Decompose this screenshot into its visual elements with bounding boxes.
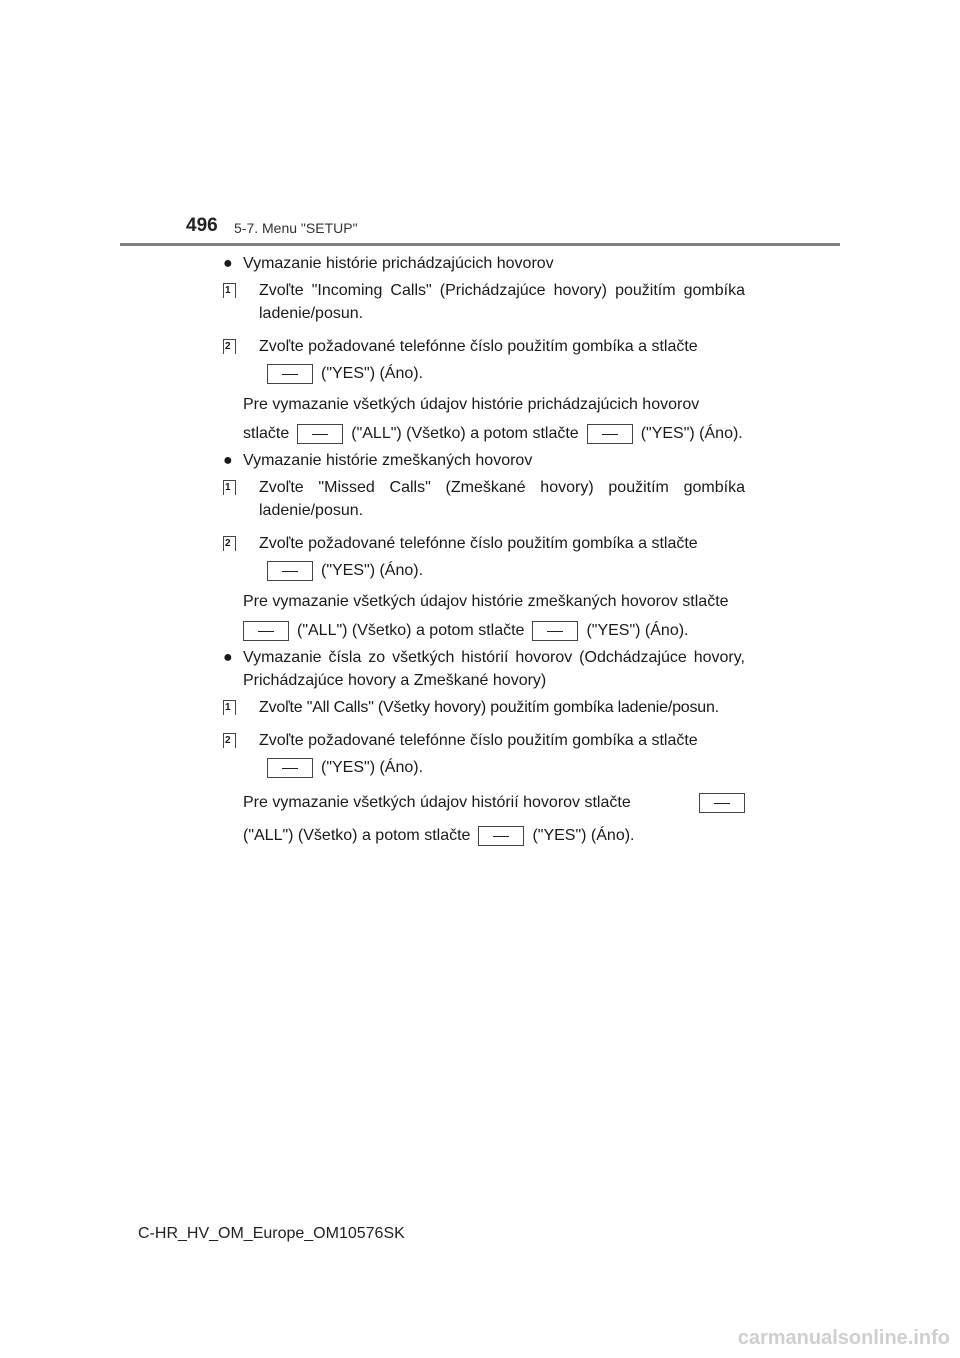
key-button-icon — [267, 561, 313, 581]
step-text: Zvoľte "All Calls" (Všetky hovory) použitím gombíka ladenie/posun. — [259, 699, 719, 716]
watermark[interactable]: carmanualsonline.info — [737, 1327, 950, 1349]
key-button-icon — [243, 621, 289, 641]
footer-doc-code: C-HR_HV_OM_Europe_OM10576SK — [138, 1225, 405, 1242]
delete-all-text: Pre vymazanie všetkých údajov histórie zmeškaných hovorov stlačte — [243, 593, 729, 610]
step-button-text: ("YES") (Áno). — [321, 562, 424, 579]
step-text: Zvoľte "Missed Calls" (Zmeškané hovory) použitím gombíka ladenie/posun. — [259, 479, 745, 519]
step-number-icon: 1 — [223, 700, 236, 715]
step-number-icon: 2 — [223, 733, 236, 748]
step-text: Zvoľte požadované telefónne číslo použitím gombíka a stlačte — [259, 732, 698, 749]
section-heading: Vymazanie histórie prichádzajúcich hovorov — [243, 255, 554, 272]
key-button-icon — [699, 793, 745, 813]
delete-all-end: ("YES") (Áno). — [532, 827, 635, 844]
bullet-icon: ● — [223, 255, 233, 272]
step-number-icon: 1 — [223, 480, 236, 495]
step-text: Zvoľte požadované telefónne číslo použitím gombíka a stlačte — [259, 338, 698, 355]
bullet-icon: ● — [223, 452, 233, 469]
section-title: 5-7. Menu "SETUP" — [234, 220, 358, 236]
step-number-icon: 1 — [223, 283, 236, 298]
key-button-icon — [587, 424, 633, 444]
step-button-text: ("YES") (Áno). — [321, 365, 424, 382]
step-button-text: ("YES") (Áno). — [321, 759, 424, 776]
delete-all-mid: ("ALL") (Všetko) a potom stlačte — [243, 827, 471, 844]
step-text: Zvoľte "Incoming Calls" (Prichádzajúce hovory) použitím gombíka ladenie/posun. — [259, 282, 745, 322]
delete-all-text: Pre vymazanie všetkých údajov histórie prichádzajúcich hovorov — [243, 396, 700, 413]
key-button-icon — [532, 621, 578, 641]
step-number-icon: 2 — [223, 536, 236, 551]
delete-all-end: ("YES") (Áno). — [640, 425, 743, 442]
key-button-icon — [267, 758, 313, 778]
delete-all-end: ("YES") (Áno). — [586, 622, 689, 639]
section-missed — [223, 449, 745, 642]
content — [223, 252, 745, 847]
delete-all-mid: ("ALL") (Všetko) a potom stlačte — [351, 425, 579, 442]
page-number: 496 — [186, 215, 218, 236]
step-text: Zvoľte požadované telefónne číslo použitím gombíka a stlačte — [259, 535, 698, 552]
section-heading: Vymazanie čísla zo všetkých histórií hovorov (Odchádzajúce hovory, Prichádzajúce hovory a Zmeškané hovory) — [243, 649, 745, 689]
delete-all-mid: ("ALL") (Všetko) a potom stlačte — [297, 622, 525, 639]
key-button-icon — [478, 826, 524, 846]
bullet-icon: ● — [223, 649, 233, 666]
header-rule — [120, 243, 840, 246]
section-all-calls — [223, 646, 745, 847]
section-heading: Vymazanie histórie zmeškaných hovorov — [243, 452, 533, 469]
delete-all-text: Pre vymazanie všetkých údajov histórií hovorov stlačte — [243, 794, 631, 811]
delete-all-pre: stlačte — [243, 425, 290, 442]
step-number-icon: 2 — [223, 339, 236, 354]
section-incoming — [223, 252, 745, 445]
key-button-icon — [267, 364, 313, 384]
key-button-icon — [297, 424, 343, 444]
